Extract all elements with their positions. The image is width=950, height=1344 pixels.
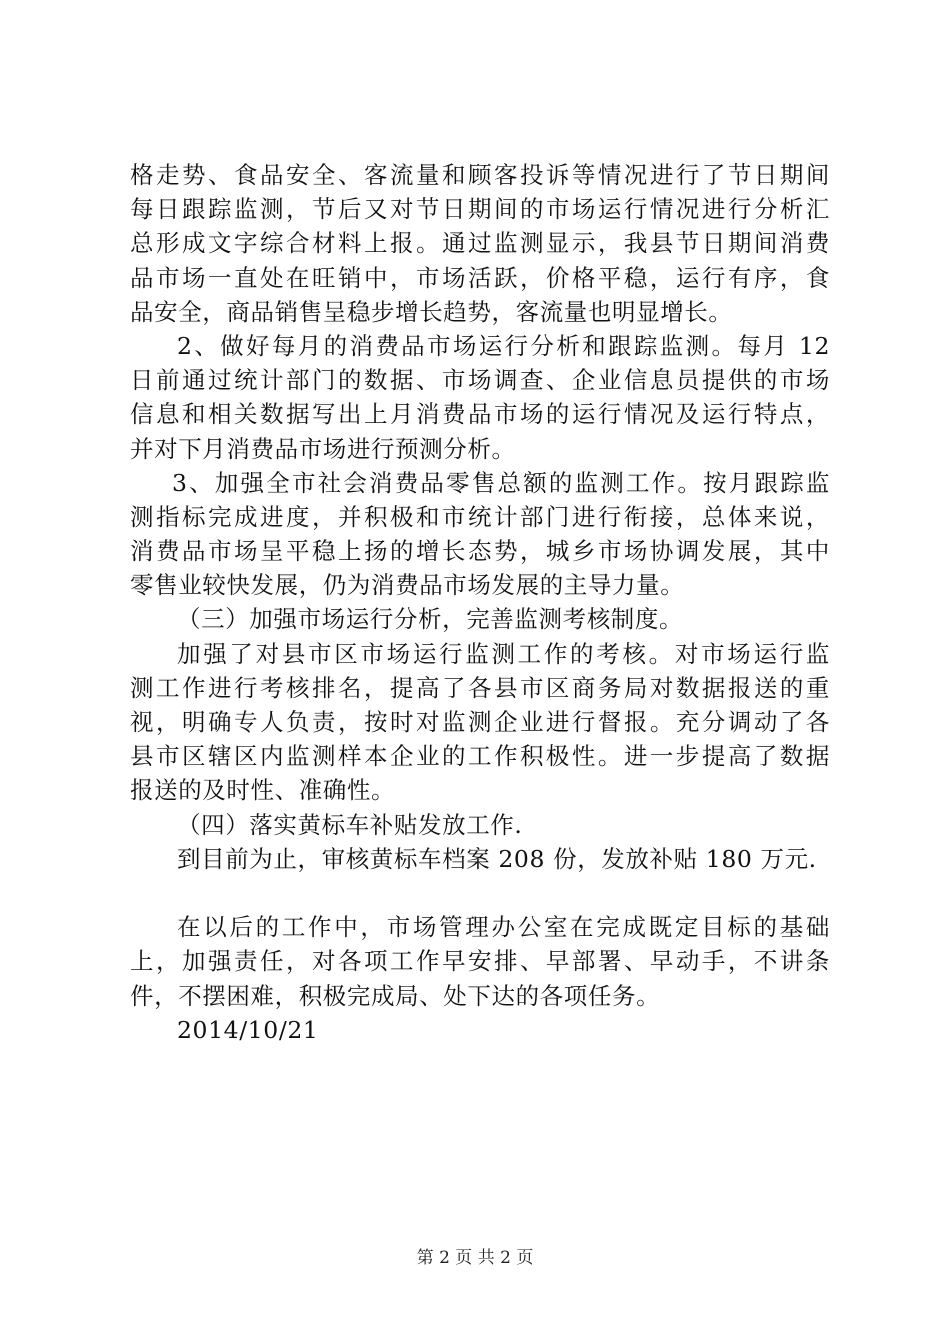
paragraph-start-line: 3、加强全市社会消费品零售总额的监测工作。按月跟踪监 — [172, 468, 830, 497]
paragraph-start-line: 在以后的工作中，市场管理办公室在完成既定目标的基础 — [177, 913, 830, 942]
blank-line — [130, 876, 830, 910]
text-line: 每日跟踪监测，节后又对节日期间的市场运行情况进行分析汇 — [130, 195, 830, 224]
section-heading: （四）落实黄标车补贴发放工作. — [177, 810, 523, 839]
text-line: 格走势、食品安全、客流量和顾客投诉等情况进行了节日期间 — [130, 161, 830, 189]
text-line: 品安全，商品销售呈稳步增长趋势，客流量也明显增长。 — [130, 297, 733, 326]
text-line: 测指标完成进度，并积极和市统计部门进行衔接，总体来说， — [130, 502, 830, 531]
text-line: 件，不摆困难，积极完成局、处下达的各项任务。 — [130, 981, 661, 1010]
document-body — [130, 158, 830, 1047]
text-line: 日前通过统计部门的数据、市场调查、企业信息员提供的市场 — [130, 366, 830, 395]
page-footer: 第 2 页 共 2 页 — [416, 1248, 534, 1268]
text-line: 视，明确专人负责，按时对监测企业进行督报。充分调动了各 — [130, 708, 830, 736]
text-line: 并对下月消费品市场进行预测分析。 — [130, 434, 516, 463]
text-line: 品市场一直处在旺销中，市场活跃，价格平稳，运行有序，食 — [130, 263, 830, 292]
document-date: 2014/10/21 — [177, 1015, 319, 1044]
section-heading: （三）加强市场运行分析，完善监测考核制度。 — [177, 605, 684, 634]
paragraph-start-line: 加强了对县市区市场运行监测工作的考核。对市场运行监 — [177, 639, 830, 668]
text-line: 到目前为止，审核黄标车档案 208 份，发放补贴 180 万元. — [177, 844, 817, 873]
text-line: 消费品市场呈平稳上扬的增长态势，城乡市场协调发展，其中 — [130, 537, 830, 566]
text-line: 上，加强责任，对各项工作早安排、早部署、早动手，不讲条 — [130, 947, 830, 976]
text-line: 总形成文字综合材料上报。通过监测显示，我县节日期间消费 — [130, 229, 830, 258]
text-line: 信息和相关数据写出上月消费品市场的运行情况及运行特点， — [130, 400, 830, 429]
text-line: 零售业较快发展，仍为消费品市场发展的主导力量。 — [130, 571, 685, 600]
text-line: 报送的及时性、准确性。 — [130, 776, 396, 805]
text-line: 测工作进行考核排名，提高了各县市区商务局对数据报送的重 — [130, 673, 830, 702]
text-line: 县市区辖区内监测样本企业的工作积极性。进一步提高了数据 — [130, 742, 830, 771]
paragraph-start-line: 2、做好每月的消费品市场运行分析和跟踪监测。每月 12 — [177, 331, 830, 360]
